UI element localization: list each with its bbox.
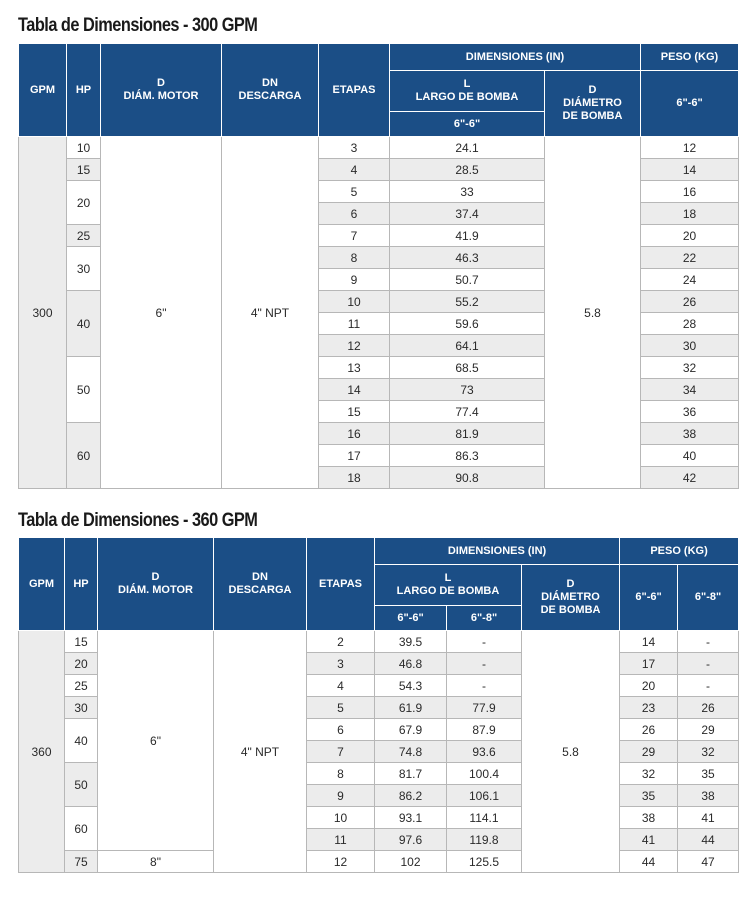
gpm-cell: 360 [19, 631, 65, 873]
peso-cell: 42 [641, 467, 739, 489]
col-diametro-header: D DIÁMETRO DE BOMBA [545, 71, 641, 137]
largo-66-cell: 46.8 [375, 653, 447, 675]
hp-cell: 25 [67, 225, 101, 247]
peso-68-cell: 32 [678, 741, 739, 763]
largo-68-cell: 106.1 [447, 785, 522, 807]
table-300-title: Tabla de Dimensiones - 300 GPM [18, 15, 258, 36]
peso-cell: 38 [641, 423, 739, 445]
col-dn-header: DN DESCARGA [222, 44, 319, 137]
peso-cell: 30 [641, 335, 739, 357]
etapas-cell: 6 [307, 719, 375, 741]
col-largo-68-header: 6"-8" [447, 606, 522, 631]
table-row [19, 851, 739, 873]
etapas-cell: 2 [307, 631, 375, 653]
col-peso-66-header: 6"-6" [620, 565, 678, 631]
dimensions-table-300 [18, 43, 739, 489]
etapas-cell: 5 [307, 697, 375, 719]
largo-cell: 73 [390, 379, 545, 401]
peso-68-cell: 44 [678, 829, 739, 851]
peso-68-cell: 38 [678, 785, 739, 807]
peso-cell: 40 [641, 445, 739, 467]
etapas-cell: 6 [319, 203, 390, 225]
peso-66-cell: 44 [620, 851, 678, 873]
largo-66-cell: 67.9 [375, 719, 447, 741]
largo-68-cell: - [447, 653, 522, 675]
col-gpm-header: GPM [19, 44, 67, 137]
etapas-cell: 8 [307, 763, 375, 785]
etapas-cell: 15 [319, 401, 390, 423]
hp-cell: 20 [65, 653, 98, 675]
col-largo-66-header: 6"-6" [375, 606, 447, 631]
peso-66-cell: 20 [620, 675, 678, 697]
col-peso-66-header: 6"-6" [641, 71, 739, 137]
etapas-cell: 10 [319, 291, 390, 313]
col-etapas-header: ETAPAS [307, 538, 375, 631]
largo-cell: 37.4 [390, 203, 545, 225]
etapas-cell: 9 [307, 785, 375, 807]
etapas-cell: 7 [307, 741, 375, 763]
largo-cell: 64.1 [390, 335, 545, 357]
pump-diameter-cell: 5.8 [545, 137, 641, 489]
peso-66-cell: 38 [620, 807, 678, 829]
dimensions-table-360 [18, 537, 739, 873]
etapas-cell: 3 [319, 137, 390, 159]
etapas-cell: 4 [319, 159, 390, 181]
largo-66-cell: 74.8 [375, 741, 447, 763]
peso-68-cell: 26 [678, 697, 739, 719]
hp-cell: 15 [67, 159, 101, 181]
largo-cell: 55.2 [390, 291, 545, 313]
largo-66-cell: 81.7 [375, 763, 447, 785]
discharge-cell: 4" NPT [214, 631, 307, 873]
pump-diameter-cell: 5.8 [522, 631, 620, 873]
peso-cell: 28 [641, 313, 739, 335]
gpm-cell: 300 [19, 137, 67, 489]
largo-cell: 90.8 [390, 467, 545, 489]
largo-cell: 24.1 [390, 137, 545, 159]
largo-68-cell: - [447, 631, 522, 653]
largo-66-cell: 97.6 [375, 829, 447, 851]
largo-68-cell: 93.6 [447, 741, 522, 763]
peso-cell: 14 [641, 159, 739, 181]
motor-diameter-cell: 6" [101, 137, 222, 489]
dimensiones-header: DIMENSIONES (IN) [390, 44, 641, 71]
etapas-cell: 13 [319, 357, 390, 379]
col-largo-header: L LARGO DE BOMBA [375, 565, 522, 606]
etapas-cell: 18 [319, 467, 390, 489]
peso-cell: 34 [641, 379, 739, 401]
table-360-title: Tabla de Dimensiones - 360 GPM [18, 510, 258, 531]
peso-cell: 36 [641, 401, 739, 423]
peso-66-cell: 29 [620, 741, 678, 763]
peso-66-cell: 23 [620, 697, 678, 719]
peso-68-cell: - [678, 631, 739, 653]
peso-cell: 12 [641, 137, 739, 159]
etapas-cell: 8 [319, 247, 390, 269]
hp-cell: 15 [65, 631, 98, 653]
peso-66-cell: 26 [620, 719, 678, 741]
etapas-cell: 11 [307, 829, 375, 851]
peso-66-cell: 14 [620, 631, 678, 653]
peso-header: PESO (KG) [620, 538, 739, 565]
peso-cell: 16 [641, 181, 739, 203]
etapas-cell: 7 [319, 225, 390, 247]
peso-68-cell: 35 [678, 763, 739, 785]
etapas-cell: 10 [307, 807, 375, 829]
etapas-cell: 16 [319, 423, 390, 445]
etapas-cell: 4 [307, 675, 375, 697]
hp-cell: 20 [67, 181, 101, 225]
largo-68-cell: 119.8 [447, 829, 522, 851]
table-row [19, 631, 739, 653]
col-largo-66-header: 6"-6" [390, 112, 545, 137]
peso-68-cell: 47 [678, 851, 739, 873]
hp-cell: 60 [65, 807, 98, 851]
peso-68-cell: 29 [678, 719, 739, 741]
peso-68-cell: - [678, 675, 739, 697]
hp-cell: 50 [67, 357, 101, 423]
largo-cell: 33 [390, 181, 545, 203]
largo-68-cell: 100.4 [447, 763, 522, 785]
col-hp-header: HP [67, 44, 101, 137]
peso-cell: 32 [641, 357, 739, 379]
table-row [19, 137, 739, 159]
hp-cell: 75 [65, 851, 98, 873]
col-hp-header: HP [65, 538, 98, 631]
hp-cell: 25 [65, 675, 98, 697]
largo-cell: 41.9 [390, 225, 545, 247]
hp-cell: 40 [65, 719, 98, 763]
largo-68-cell: 125.5 [447, 851, 522, 873]
peso-cell: 22 [641, 247, 739, 269]
etapas-cell: 12 [319, 335, 390, 357]
etapas-cell: 14 [319, 379, 390, 401]
largo-cell: 28.5 [390, 159, 545, 181]
peso-66-cell: 17 [620, 653, 678, 675]
col-dn-header: DN DESCARGA [214, 538, 307, 631]
etapas-cell: 12 [307, 851, 375, 873]
col-motor-header: D DIÁM. MOTOR [101, 44, 222, 137]
col-peso-68-header: 6"-8" [678, 565, 739, 631]
largo-66-cell: 93.1 [375, 807, 447, 829]
etapas-cell: 17 [319, 445, 390, 467]
discharge-cell: 4" NPT [222, 137, 319, 489]
peso-68-cell: - [678, 653, 739, 675]
largo-cell: 81.9 [390, 423, 545, 445]
largo-cell: 86.3 [390, 445, 545, 467]
largo-66-cell: 61.9 [375, 697, 447, 719]
col-motor-header: D DIÁM. MOTOR [98, 538, 214, 631]
largo-66-cell: 102 [375, 851, 447, 873]
etapas-cell: 5 [319, 181, 390, 203]
peso-header: PESO (KG) [641, 44, 739, 71]
motor-diameter-cell: 6" [98, 631, 214, 851]
hp-cell: 40 [67, 291, 101, 357]
col-diametro-header: D DIÁMETRO DE BOMBA [522, 565, 620, 631]
peso-66-cell: 35 [620, 785, 678, 807]
peso-cell: 24 [641, 269, 739, 291]
largo-cell: 59.6 [390, 313, 545, 335]
largo-66-cell: 86.2 [375, 785, 447, 807]
largo-66-cell: 39.5 [375, 631, 447, 653]
dimensiones-header: DIMENSIONES (IN) [375, 538, 620, 565]
peso-66-cell: 41 [620, 829, 678, 851]
col-largo-header: L LARGO DE BOMBA [390, 71, 545, 112]
hp-cell: 10 [67, 137, 101, 159]
largo-68-cell: 114.1 [447, 807, 522, 829]
largo-cell: 68.5 [390, 357, 545, 379]
peso-68-cell: 41 [678, 807, 739, 829]
motor-diameter-cell: 8" [98, 851, 214, 873]
largo-68-cell: 87.9 [447, 719, 522, 741]
etapas-cell: 11 [319, 313, 390, 335]
hp-cell: 30 [65, 697, 98, 719]
hp-cell: 50 [65, 763, 98, 807]
peso-cell: 18 [641, 203, 739, 225]
col-etapas-header: ETAPAS [319, 44, 390, 137]
largo-cell: 50.7 [390, 269, 545, 291]
etapas-cell: 3 [307, 653, 375, 675]
largo-cell: 46.3 [390, 247, 545, 269]
peso-cell: 20 [641, 225, 739, 247]
peso-cell: 26 [641, 291, 739, 313]
etapas-cell: 9 [319, 269, 390, 291]
peso-66-cell: 32 [620, 763, 678, 785]
hp-cell: 60 [67, 423, 101, 489]
col-gpm-header: GPM [19, 538, 65, 631]
largo-68-cell: 77.9 [447, 697, 522, 719]
hp-cell: 30 [67, 247, 101, 291]
largo-cell: 77.4 [390, 401, 545, 423]
largo-68-cell: - [447, 675, 522, 697]
largo-66-cell: 54.3 [375, 675, 447, 697]
